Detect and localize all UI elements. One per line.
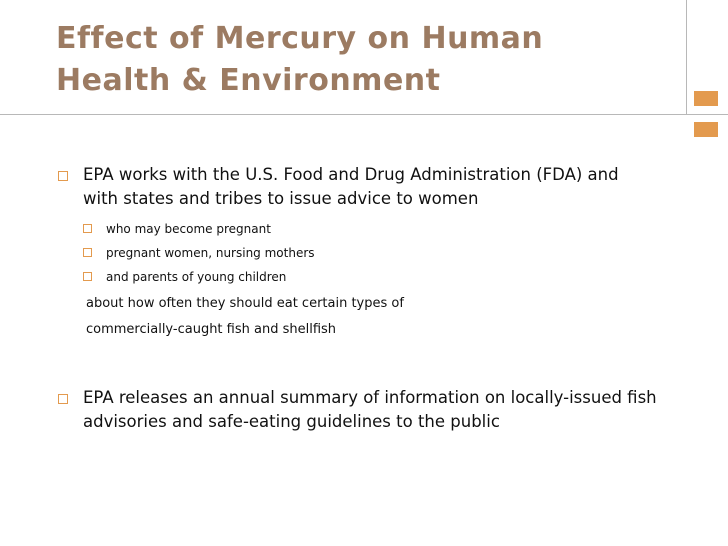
bullet-line-1: EPA works with the U.S. Food and Drug Administration (FDA) and bbox=[83, 165, 619, 184]
bullet-continuation-line-1: about how often they should eat certain types of bbox=[86, 296, 404, 311]
bullet-continuation-line-2: commercially-caught fish and shellfish bbox=[86, 322, 337, 337]
slide-title-line-2: Health & Environment bbox=[56, 63, 441, 98]
sub-bullet-text: who may become pregnant bbox=[106, 222, 271, 236]
square-bullet-icon bbox=[83, 272, 92, 281]
bullet-text bbox=[83, 386, 657, 434]
sub-bullet-text: and parents of young children bbox=[106, 270, 287, 284]
square-bullet-icon bbox=[58, 171, 68, 181]
square-bullet-icon bbox=[58, 394, 68, 404]
bullet-line-1: EPA releases an annual summary of information on locally-issued fish bbox=[83, 388, 657, 407]
sub-bullet-text: pregnant women, nursing mothers bbox=[106, 246, 315, 260]
bullet-line-2: advisories and safe-eating guidelines to the public bbox=[83, 412, 500, 431]
slide-title-line-1: Effect of Mercury on Human bbox=[56, 21, 544, 56]
square-bullet-icon bbox=[83, 224, 92, 233]
bullet-line-2: with states and tribes to issue advice to women bbox=[83, 189, 479, 208]
square-bullet-icon bbox=[83, 248, 92, 257]
bullet-text bbox=[83, 163, 619, 211]
